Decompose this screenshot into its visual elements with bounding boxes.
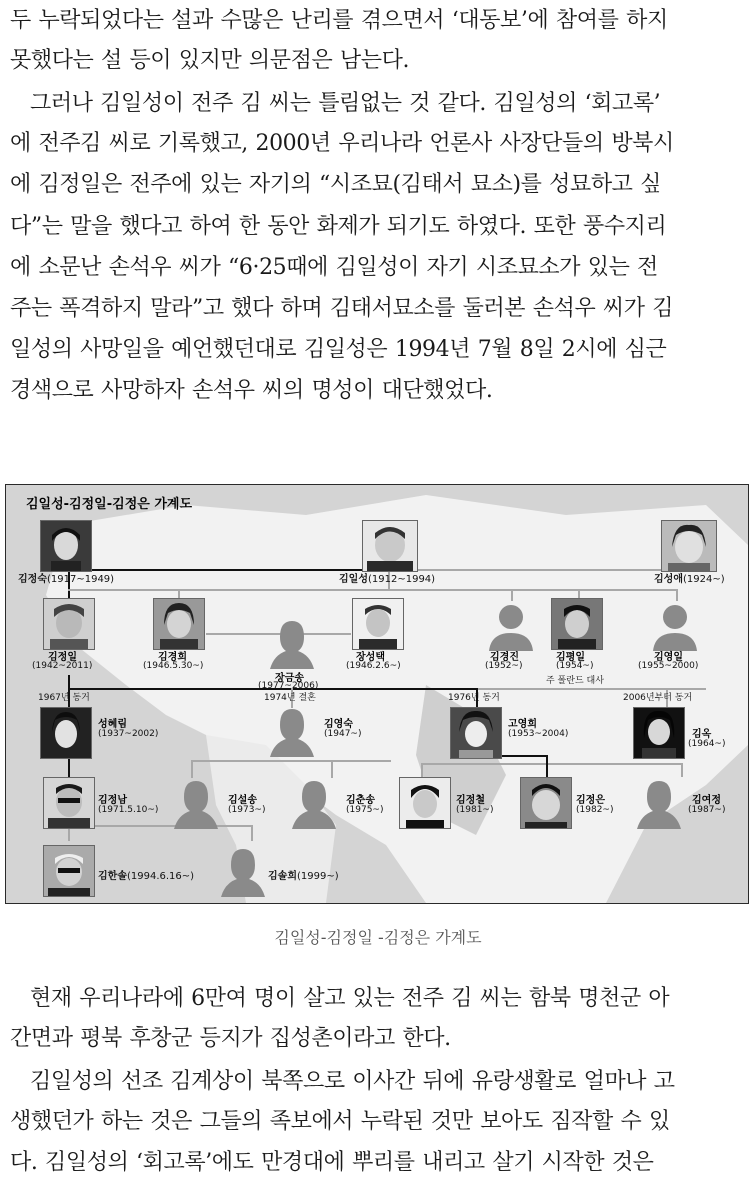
- silhouette-female-icon: [266, 705, 318, 757]
- silhouette-male-icon: [485, 599, 537, 651]
- person-name: 고영희: [508, 719, 537, 730]
- person-name: 김영숙: [324, 719, 353, 730]
- portrait-photo: [43, 598, 95, 650]
- person-name: 김경희: [158, 652, 187, 663]
- relation-note: 1974년 결혼: [264, 693, 316, 703]
- person-name: 김여정: [692, 795, 721, 806]
- connector-line: [421, 763, 423, 777]
- person-years: (1946.2.6~): [346, 661, 401, 671]
- text-line: 생했던가 하는 것은 그들의 족보에서 누락된 것만 보아도 짐작할 수 있: [10, 1109, 670, 1134]
- portrait-photo: [633, 707, 685, 759]
- portrait-photo: [153, 598, 205, 650]
- text-line: 에 김정일은 전주에 있는 자기의 “시조묘(김태서 묘소)를 성묘하고 싶: [10, 172, 661, 197]
- person-name: 김정철: [456, 795, 485, 806]
- connector-line: [68, 589, 388, 591]
- person-label: [18, 570, 114, 585]
- text-line: 에 소문난 손석우 씨가 “6·25때에 김일성이 자기 시조묘소가 있는 전: [10, 255, 658, 280]
- connector-line: [331, 760, 333, 778]
- connector-line: [681, 763, 683, 777]
- person-years: (1954~): [556, 661, 594, 671]
- person-years: (1981~): [456, 805, 494, 815]
- portrait-photo: [520, 777, 572, 829]
- person-name: 장금송: [275, 673, 304, 684]
- person-name: 김영일: [654, 652, 683, 663]
- person-name: 성혜림: [98, 719, 127, 730]
- text-line: 현재 우리나라에 6만여 명이 살고 있는 전주 김 씨는 함북 명천군 아: [30, 986, 670, 1011]
- person-years: (1917~1949): [46, 574, 115, 585]
- portrait-photo: [43, 845, 95, 897]
- connector-line: [546, 755, 548, 777]
- person-years: (1946.5.30~): [143, 661, 204, 671]
- text-line: 주는 폭격하지 말라”고 했다 하며 김태서묘소를 둘러본 손석우 씨가 김: [10, 296, 674, 321]
- connector-line: [388, 589, 678, 591]
- portrait-photo: [43, 777, 95, 829]
- person-name: 김옥: [692, 729, 712, 740]
- person-years: (1952~): [485, 661, 523, 671]
- relation-note: 1967년 동거: [38, 693, 90, 703]
- relation-note: 1976년 동거: [448, 693, 500, 703]
- portrait-photo: [551, 598, 603, 650]
- text-line: 다. 김일성의 ‘회고록’에도 만경대에 뿌리를 내리고 살기 시작한 것은: [10, 1150, 654, 1175]
- text-line: 간면과 평북 후창군 등지가 집성촌이라고 한다.: [10, 1026, 451, 1051]
- person-name: 장성택: [356, 652, 385, 663]
- portrait-photo: [450, 707, 502, 759]
- portrait-photo: [399, 777, 451, 829]
- text-line: 두 누락되었다는 설과 수많은 난리를 겪으면서 ‘대동보’에 참여를 하지: [10, 8, 668, 33]
- portrait-photo: [352, 598, 404, 650]
- person-years: (1987~): [688, 805, 726, 815]
- text-line: 경색으로 사망하자 손석우 씨의 명성이 대단했었다.: [10, 378, 493, 403]
- person-years: (1975~): [346, 805, 384, 815]
- person-years: (1971.5.10~): [98, 805, 159, 815]
- person-years: (1994.6.16~): [126, 871, 195, 882]
- text-line: 에 전주김 씨로 기록했고, 2000년 우리나라 언론사 사장단들의 방북시: [10, 131, 674, 156]
- person-name: 김솔희: [268, 871, 297, 882]
- person-label: [268, 867, 339, 882]
- person-years: (1955~2000): [638, 661, 699, 671]
- person-name: 김정남: [98, 795, 127, 806]
- silhouette-male-icon: [649, 599, 701, 651]
- silhouette-female-icon: [170, 777, 222, 829]
- person-years: (1947~): [324, 729, 362, 739]
- person-years: (1953~2004): [508, 729, 569, 739]
- person-years: (1973~): [228, 805, 266, 815]
- person-name: 김평일: [556, 652, 585, 663]
- person-years: (1999~): [296, 871, 339, 882]
- relation-note: 2006년부터 동거: [623, 693, 693, 703]
- text-line: 다”는 말을 했다고 하여 한 동안 화제가 되기도 하였다. 또한 풍수지리: [10, 214, 667, 239]
- person-label: [654, 570, 725, 585]
- portrait-photo: [40, 707, 92, 759]
- silhouette-female-icon: [266, 617, 318, 669]
- portrait-photo: [362, 520, 418, 572]
- connector-line: [191, 760, 391, 762]
- person-name: 김경진: [490, 652, 519, 663]
- connector-line: [191, 760, 193, 778]
- person-label: [339, 570, 435, 585]
- person-years: (1977~2006): [258, 681, 319, 691]
- person-years: (1924~): [682, 574, 725, 585]
- person-name: 김춘송: [346, 795, 375, 806]
- text-line: 못했다는 설 등이 있지만 의문점은 남는다.: [10, 48, 410, 73]
- silhouette-female-icon: [217, 845, 269, 897]
- person-years: (1982~): [576, 805, 614, 815]
- text-line: 김일성의 선조 김계상이 북쪽으로 이사간 뒤에 유랑생활로 얼마나 고: [30, 1069, 675, 1094]
- person-name: 김정은: [576, 795, 605, 806]
- family-tree-figure: [5, 484, 749, 904]
- portrait-photo: [40, 520, 92, 572]
- figure-title: 김일성-김정일-김정은 가계도: [26, 497, 193, 512]
- person-years: (1912~1994): [367, 574, 436, 585]
- person-label: [98, 867, 194, 882]
- connector-line: [251, 825, 253, 841]
- person-name: 김한솔: [98, 871, 127, 882]
- connector-line: [421, 763, 681, 765]
- person-name: 김일성: [339, 574, 368, 585]
- portrait-photo: [661, 520, 717, 572]
- person-years: (1964~): [688, 739, 726, 749]
- person-years: (1937~2002): [98, 729, 159, 739]
- silhouette-female-icon: [633, 777, 685, 829]
- silhouette-female-icon: [288, 777, 340, 829]
- person-years: (1942~2011): [32, 661, 93, 671]
- text-line: 일성의 사망일을 예언했던대로 김일성은 1994년 7월 8일 2시에 심근: [10, 337, 667, 362]
- person-note: 주 폴란드 대사: [546, 676, 604, 686]
- person-name: 김정숙: [18, 574, 47, 585]
- text-line: 그러나 김일성이 전주 김 씨는 틀림없는 것 같다. 김일성의 ‘회고록’: [30, 91, 661, 116]
- connector-line: [68, 825, 253, 827]
- person-name: 김설송: [228, 795, 257, 806]
- person-name: 김성애: [654, 574, 683, 585]
- figure-caption: 김일성-김정일 -김정은 가계도: [274, 928, 482, 947]
- person-name: 김정일: [48, 652, 77, 663]
